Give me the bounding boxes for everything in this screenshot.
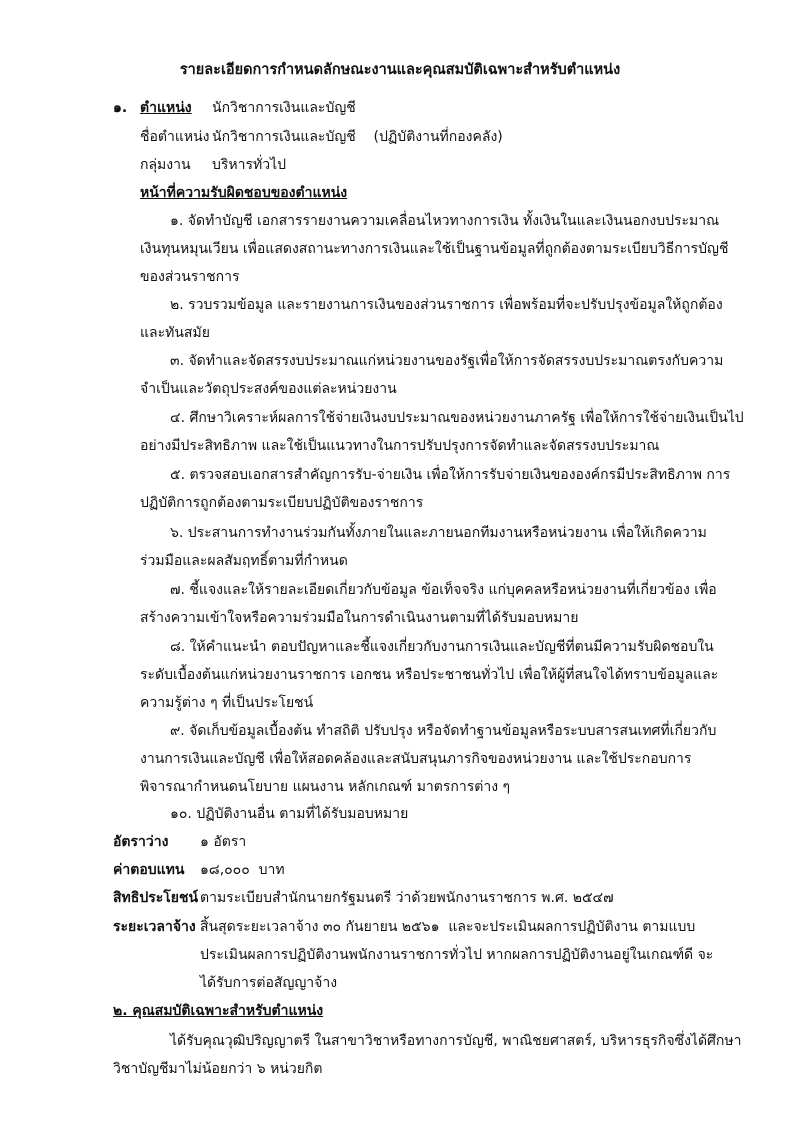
- benefits-label: สิทธิประโยชน์: [113, 890, 199, 906]
- duty-item-continuation: เงินทุนหมุนเวียน เพื่อแสดงสถานะทางการเงินและใช้เป็นฐานข้อมูลที่ถูกต้องตามระเบียบวิธีการบัญชี: [140, 241, 729, 257]
- salary-label: ค่าตอบแทน: [113, 862, 185, 878]
- group-value: บริหารทั่วไป: [212, 157, 287, 173]
- duty-item-continuation: ความรู้ต่าง ๆ ที่เป็นประโยชน์: [140, 695, 314, 711]
- duty-item: ๘. ให้คำแนะนำ ตอบปัญหาและชี้แจงเกี่ยวกับงานการเงินและบัญชีที่ตนมีความรับผิดชอบใน: [170, 639, 714, 655]
- section-2-heading: ๒. คุณสมบัติเฉพาะสำหรับตำแหน่ง: [113, 1003, 324, 1019]
- duty-item: ๕. ตรวจสอบเอกสารสำคัญการรับ-จ่ายเงิน เพื่อให้การรับจ่ายเงินขององค์กรมีประสิทธิภาพ การ: [170, 467, 731, 483]
- duty-item-continuation: จำเป็นและวัตถุประสงค์ของแต่ละหน่วยงาน: [140, 381, 397, 397]
- position-name-value: นักวิชาการเงินและบัญชี (ปฏิบัติงานที่กองคลัง): [212, 129, 503, 145]
- duties-heading: หน้าที่ความรับผิดชอบของตำแหน่ง: [140, 185, 348, 201]
- term-line: สิ้นสุดระยะเวลาจ้าง ๓๐ กันยายน ๒๕๖๑ และจะประเมินผลการปฏิบัติงาน ตามแบบ: [200, 919, 696, 935]
- duty-item: ๗. ชี้แจงและให้รายละเอียดเกี่ยวกับข้อมูล ข้อเท็จจริง แก่บุคคลหรือหน่วยงานที่เกี่ยวข้อง เพื่อ: [170, 582, 717, 598]
- duty-item-continuation: พิจารณากำหนดนโยบาย แผนงาน หลักเกณฑ์ มาตรการต่าง ๆ: [140, 779, 511, 795]
- duty-item: ๓. จัดทำและจัดสรรงบประมาณแก่หน่วยงานของรัฐเพื่อให้การจัดสรรงบประมาณตรงกับความ: [170, 353, 724, 369]
- position-label: ตำแหน่ง: [140, 100, 192, 116]
- section-1-number: ๑.: [113, 100, 128, 116]
- qualification-line: ได้รับคุณวุฒิปริญญาตรี ในสาขาวิชาหรือทางการบัญชี, พาณิชยศาสตร์, บริหารธุรกิจซึ่งได้ศึกษา: [170, 1033, 742, 1049]
- group-label: กลุ่มงาน: [140, 157, 191, 173]
- duty-item: ๔. ศึกษาวิเคราะห์ผลการใช้จ่ายเงินงบประมาณของหน่วยงานภาครัฐ เพื่อให้การใช้จ่ายเงินเป็นไป: [170, 410, 744, 426]
- duty-item: ๒. รวบรวมข้อมูล และรายงานการเงินของส่วนราชการ เพื่อพร้อมที่จะปรับปรุงข้อมูลให้ถูกต้อง: [170, 297, 723, 313]
- vacancy-value: ๑ อัตรา: [200, 834, 247, 850]
- term-line: ประเมินผลการปฏิบัติงานพนักงานราชการทั่วไป หากผลการปฏิบัติงานอยู่ในเกณฑ์ดี จะ: [200, 947, 714, 963]
- duty-item-continuation: ระดับเบื้องต้นแก่หน่วยงานราชการ เอกชน หรือประชาชนทั่วไป เพื่อให้ผู้ที่สนใจได้ทราบข้อมูลและ: [140, 667, 719, 683]
- duty-item: ๖. ประสานการทำงานร่วมกันทั้งภายในและภายนอกทีมงานหรือหน่วยงาน เพื่อให้เกิดความ: [170, 525, 707, 541]
- salary-value: ๑๘,๐๐๐ บาท: [200, 862, 285, 878]
- duty-item-continuation: งานการเงินและบัญชี เพื่อให้สอดคล้องและสนับสนุนภารกิจของหน่วยงาน และใช้ประกอบการ: [140, 751, 692, 767]
- duty-item-continuation: ปฏิบัติการถูกต้องตามระเบียบปฏิบัติของราชการ: [140, 495, 424, 511]
- duty-item-continuation: สร้างความเข้าใจหรือความร่วมมือในการดำเนินงานตามที่ได้รับมอบหมาย: [140, 610, 579, 626]
- vacancy-label: อัตราว่าง: [113, 834, 169, 850]
- position-value: นักวิชาการเงินและบัญชี: [212, 100, 356, 116]
- duty-item-continuation: ของส่วนราชการ: [140, 269, 240, 285]
- duty-item-continuation: อย่างมีประสิทธิภาพ และใช้เป็นแนวทางในการปรับปรุงการจัดทำและจัดสรรงบประมาณ: [140, 438, 660, 454]
- duty-item-continuation: และทันสมัย: [140, 325, 210, 341]
- term-label: ระยะเวลาจ้าง: [113, 919, 196, 935]
- term-line: ได้รับการต่อสัญญาจ้าง: [200, 975, 338, 991]
- qualification-line: วิชาบัญชีมาไม่น้อยกว่า ๖ หน่วยกิต: [113, 1061, 323, 1077]
- duty-item: ๙. จัดเก็บข้อมูลเบื้องต้น ทำสถิติ ปรับปรุง หรือจัดทำฐานข้อมูลหรือระบบสารสนเทศที่เกี่ยวกับ: [170, 723, 717, 739]
- duty-item: ๑๐. ปฏิบัติงานอื่น ตามที่ได้รับมอบหมาย: [170, 806, 409, 822]
- duty-item: ๑. จัดทำบัญชี เอกสารรายงานความเคลื่อนไหวทางการเงิน ทั้งเงินในและเงินนอกงบประมาณ: [170, 213, 720, 229]
- benefits-value: ตามระเบียบสำนักนายกรัฐมนตรี ว่าด้วยพนักงานราชการ พ.ศ. ๒๕๔๗: [200, 890, 614, 906]
- document-title: รายละเอียดการกำหนดลักษณะงานและคุณสมบัติเฉพาะสำหรับตำแหน่ง: [179, 62, 621, 78]
- position-name-label: ชื่อตำแหน่ง: [140, 129, 210, 145]
- duty-item-continuation: ร่วมมือและผลสัมฤทธิ์ตามที่กำหนด: [140, 553, 348, 569]
